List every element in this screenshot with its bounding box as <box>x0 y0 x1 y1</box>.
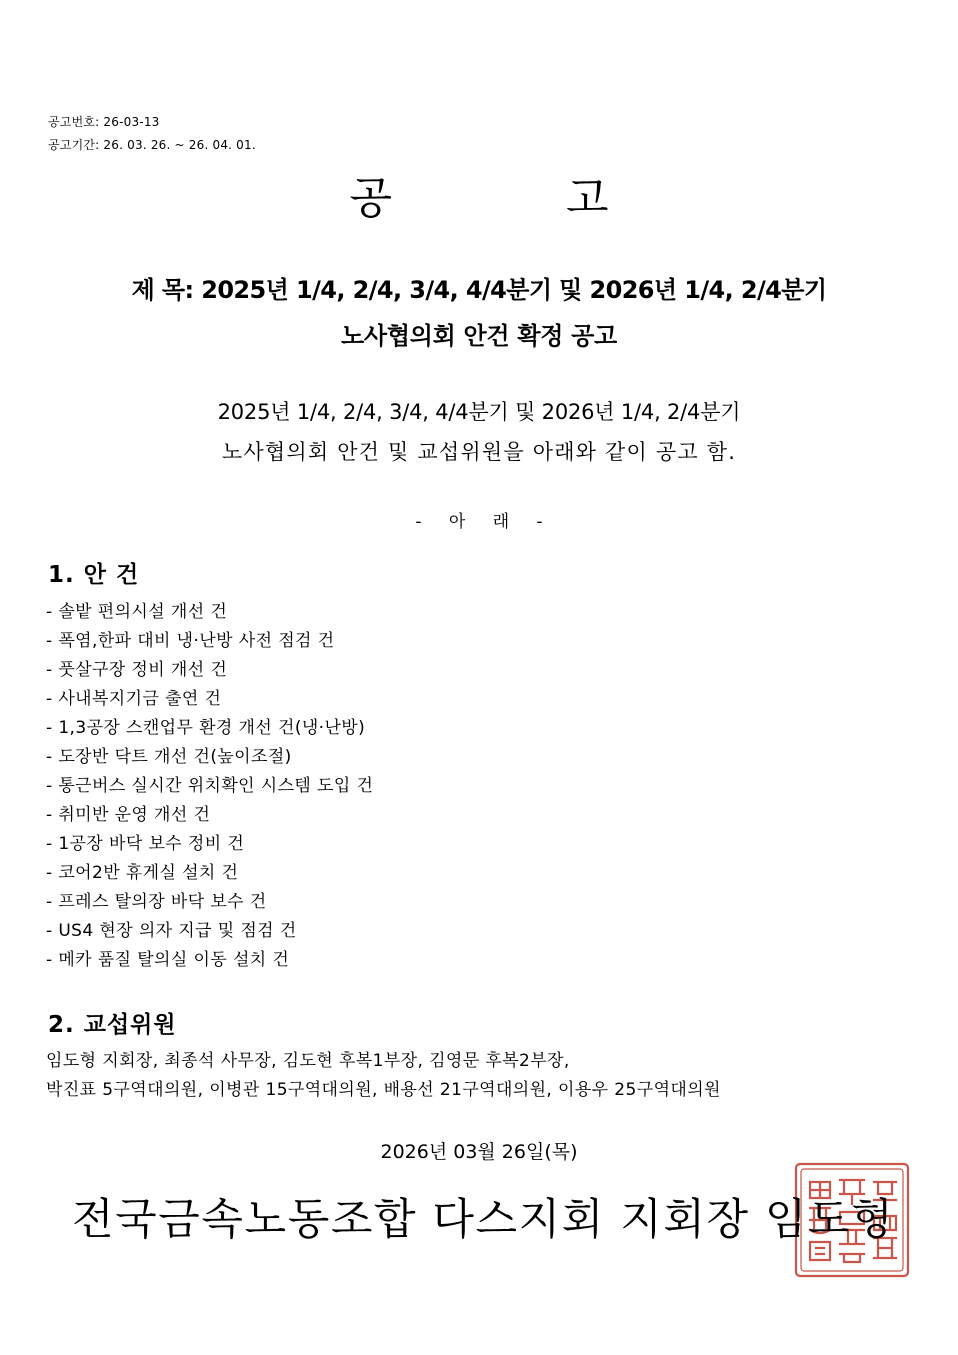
document-title: 공 고 <box>349 173 689 224</box>
agenda-item: - 프레스 탈의장 바닥 보수 건 <box>46 892 267 912</box>
committee-members-line-2: 박진표 5구역대의원, 이병관 15구역대의원, 배용선 21구역대의원, 이용우 25구역대의원 <box>46 1080 721 1100</box>
subject-line-1: 제 목: 2025년 1/4, 2/4, 3/4, 4/4분기 및 2026년 1/4, 2/4분기 <box>131 276 827 304</box>
committee-heading: 2. 교섭위원 <box>48 1012 177 1038</box>
agenda-list <box>46 598 373 975</box>
signer-name: 전국금속노동조합 다스지회 지회장 임도형 <box>72 1195 895 1245</box>
agenda-item: - 1공장 바닥 보수 정비 건 <box>46 834 245 854</box>
agenda-item: - 취미반 운영 개선 건 <box>46 805 211 825</box>
notice-period: 공고기간: 26. 03. 26. ~ 26. 04. 01. <box>48 138 256 152</box>
committee-members-line-1: 임도형 지회장, 최종석 사무장, 김도현 후복1부장, 김영문 후복2부장, <box>46 1051 570 1071</box>
intro-line-1: 2025년 1/4, 2/4, 3/4, 4/4분기 및 2026년 1/4, 2/4분기 <box>217 400 741 424</box>
agenda-heading: 1. 안 건 <box>48 562 140 588</box>
agenda-item: - US4 현장 의자 지급 및 점검 건 <box>46 921 297 941</box>
below-marker: - 아 래 - <box>415 512 543 532</box>
agenda-item: - 코어2반 휴게실 설치 건 <box>46 863 239 883</box>
intro-line-2: 노사협의회 안건 및 교섭위원을 아래와 같이 공고 함. <box>221 440 737 464</box>
agenda-item: - 통근버스 실시간 위치확인 시스템 도입 건 <box>46 776 374 796</box>
agenda-item: - 1,3공장 스캔업무 환경 개선 건(냉·난방) <box>46 718 366 738</box>
agenda-item: - 폭염,한파 대비 냉·난방 사전 점검 건 <box>46 631 335 651</box>
agenda-item: - 메카 품질 탈의실 이동 설치 건 <box>46 950 290 970</box>
agenda-item: - 솔밭 편의시설 개선 건 <box>46 602 228 622</box>
agenda-item: - 풋살구장 정비 개선 건 <box>46 660 228 680</box>
notice-number: 공고번호: 26-03-13 <box>48 115 160 129</box>
notice-date: 2026년 03월 26일(목) <box>380 1141 578 1163</box>
subject-line-2: 노사협의회 안건 확정 공고 <box>341 322 617 350</box>
agenda-item: - 도장반 닥트 개선 건(높이조절) <box>46 747 292 767</box>
agenda-item: - 사내복지기금 출연 건 <box>46 689 222 709</box>
